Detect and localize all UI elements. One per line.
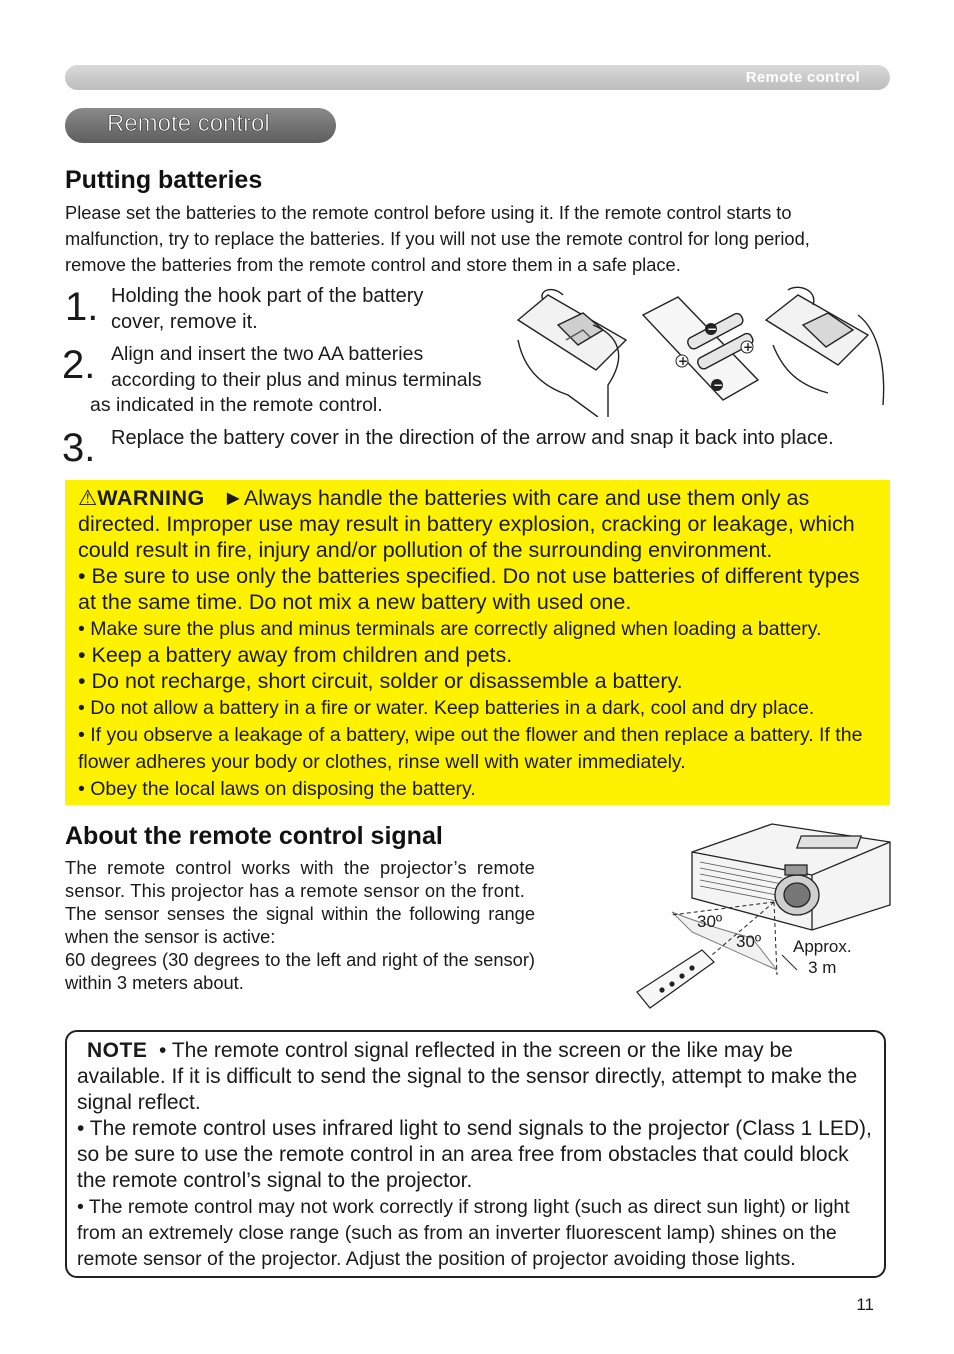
signal-paragraph-2: The sensor senses the signal within the following range when the sensor is active: (65, 903, 535, 947)
warning-line: ►Always handle the batteries with care and use them only as directed. Improper use may result in battery explosion, cracking or leakage, which could result in fire, injury and/or pollution of the surrounding environment. (78, 486, 855, 562)
warning-line: • Keep a battery away from children and pets. (78, 643, 513, 667)
svg-text:+: + (678, 354, 689, 368)
section-title: Remote control (107, 110, 270, 137)
warning-line: • Obey the local laws on disposing the battery. (78, 778, 476, 800)
warning-line: • Do not recharge, short circuit, solder or disassemble a battery. (78, 669, 683, 693)
section-title-pill (65, 108, 336, 143)
angle-left-label: 30º (697, 912, 723, 931)
distance-label-line-1: Approx. (793, 937, 852, 956)
note-label: NOTE (87, 1039, 148, 1062)
distance-label-line-2: 3 m (808, 958, 837, 977)
step-1-number: 1. (65, 285, 99, 329)
warning-label: WARNING (97, 486, 205, 510)
battery-installation-illustration (508, 285, 893, 417)
svg-text:−: − (707, 322, 718, 336)
step-2-text-cont: as indicated in the remote control. (90, 394, 383, 416)
step-2-text: Align and insert the two AA batteries according to their plus and minus terminals (111, 343, 482, 391)
warning-line: • Be sure to use only the batteries specified. Do not use batteries of different types at the same time. Do not mix a new battery with used one. (78, 564, 860, 614)
signal-description (65, 856, 535, 994)
warning-line: • If you observe a leakage of a battery, wipe out the flower and then replace a battery. If the flower adheres your body or clothes, rinse well with water immediately. (78, 724, 863, 773)
warning-text (78, 485, 883, 802)
warning-line: • Make sure the plus and minus terminals are correctly aligned when loading a battery. (78, 618, 822, 640)
signal-paragraph-1: The remote control works with the projector’s remote sensor. This projector has a remote sensor on the front. (65, 857, 535, 901)
running-header-label: Remote control (745, 69, 860, 86)
angle-right-label: 30º (736, 932, 762, 951)
projector-signal-illustration (632, 820, 894, 1020)
note-text (77, 1038, 877, 1272)
svg-text:+: + (743, 340, 754, 354)
step-1-text: Holding the hook part of the battery cover, remove it. (111, 285, 424, 333)
step-3-number: 3. (62, 426, 96, 470)
running-header (65, 65, 890, 90)
step-3-text: Replace the battery cover in the direction of the arrow and snap it back into place. (111, 427, 834, 449)
page-number: 11 (856, 1295, 874, 1314)
batteries-intro: Please set the batteries to the remote control before using it. If the remote control starts to malfunction, try to replace the batteries. If you will not use the remote control for long period, remove the batteries from the remote control and store them in a safe place. (65, 202, 810, 275)
batteries-heading: Putting batteries (65, 166, 263, 194)
step-2-number: 2. (62, 343, 96, 387)
note-line: • The remote control signal reflected in the screen or the like may be available. If it is difficult to send the signal to the sensor directly, attempt to make the signal reflect. (77, 1039, 858, 1114)
warning-box (65, 480, 890, 805)
signal-paragraph-3: 60 degrees (30 degrees to the left and right of the sensor) within 3 meters about. (65, 949, 535, 993)
note-box (65, 1030, 886, 1278)
warning-icon: ⚠ (78, 486, 98, 510)
warning-line: • Do not allow a battery in a fire or water. Keep batteries in a dark, cool and dry place. (78, 697, 815, 719)
distance-label (793, 936, 852, 978)
note-line: • The remote control uses infrared light to send signals to the projector (Class 1 LED), so be sure to use the remote control in an area free from obstacles that could block the remote control’s signal to the projector. (77, 1117, 872, 1192)
signal-heading: About the remote control signal (65, 822, 443, 850)
svg-text:−: − (713, 378, 724, 392)
note-line: • The remote control may not work correctly if strong light (such as direct sun light) or light from an extremely close range (such as from an inverter fluorescent lamp) shines on the remote sensor of the projector. Adjust the position of projector avoiding those lights. (77, 1196, 850, 1270)
